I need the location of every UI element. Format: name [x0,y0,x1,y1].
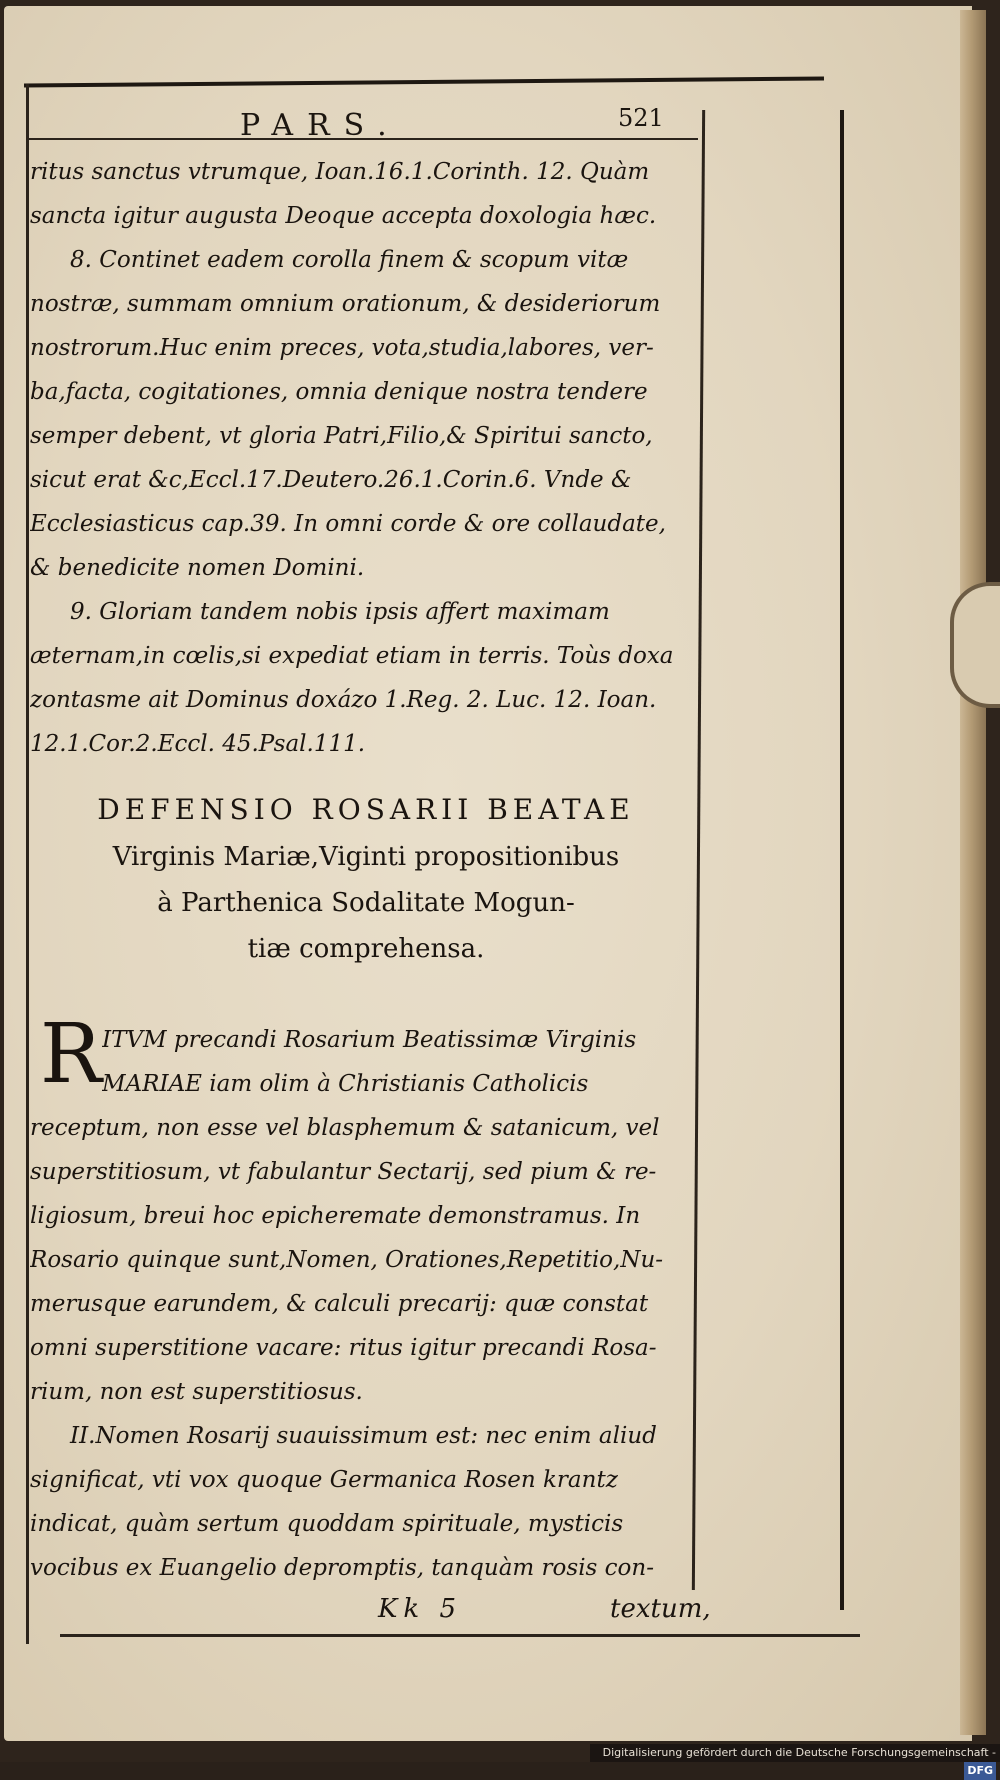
text-line: ITVM precandi Rosarium Beatissimæ Virginis [102,1027,637,1053]
text-line: 9. Gloriam tandem nobis ipsis affert maximam [70,599,610,625]
text-line: sancta igitur augusta Deoque accepta doxologia hæc. [30,203,657,229]
text-line: æternam,in cœlis,si expediat etiam in terris. Toùs doxa [30,643,674,669]
text-line: 8. Continet eadem corolla finem & scopum vitæ [70,247,629,273]
dfg-logo-badge: DFG [964,1762,996,1780]
text-line: ligiosum, breui hoc epicheremate demonstramus. In [30,1203,641,1229]
text-line: vocibus ex Euangelio depromptis, tanquàm rosis con- [30,1555,654,1581]
text-line: II.Nomen Rosarij suauissimum est: nec enim aliud [70,1423,657,1449]
book-clasp [950,582,1000,708]
heading-line: tiæ comprehensa. [247,934,485,964]
heading-line: DEFENSIO ROSARII BEATAE [97,793,635,826]
text-line: superstitiosum, vt fabulantur Sectarij, sed pium & re- [30,1159,657,1185]
top-text-block [30,150,702,766]
frame-rule-left [26,84,29,1644]
text-line: significat, vti vox quoque Germanica Rosen krantz [30,1467,618,1493]
text-line: zontasme ait Dominus doxázo 1.Reg. 2. Luc. 12. Ioan. [30,687,657,713]
dropcap-lines [102,1018,702,1106]
text-line: ritus sanctus vtrumque, Ioan.16.1.Corinth. 12. Quàm [30,159,650,185]
digitization-credit [590,1744,1000,1777]
heading-line: à Parthenica Sodalitate Mogun- [157,888,575,918]
text-line: receptum, non esse vel blasphemum & satanicum, vel [30,1115,660,1141]
drop-capital: R [40,1007,102,1102]
text-line: & benedicite nomen Domini. [30,555,365,581]
frame-rule-right-outer [840,110,844,1610]
section-heading [30,786,702,972]
credit-text: Digitalisierung gefördert durch die Deutsche Forschungsgemeinschaft - [602,1746,996,1759]
text-line: nostrorum.Huc enim preces, vota,studia,labores, ver- [30,335,654,361]
text-line: nostræ, summam omnium orationum, & desideriorum [30,291,661,317]
page-number: 521 [618,104,664,132]
text-line: omni superstitione vacare: ritus igitur precandi Rosa- [30,1335,657,1361]
main-text-block [30,1007,702,1590]
text-line: ba,facta, cogitationes, omnia denique nostra tendere [30,379,648,405]
text-line: Rosario quinque sunt,Nomen, Orationes,Repetitio,Nu- [30,1247,664,1273]
text-line: indicat, quàm sertum quoddam spirituale, mysticis [30,1511,624,1537]
text-line: Ecclesiasticus cap.39. In omni corde & ore collaudate, [30,511,666,537]
frame-rule-bottom [60,1634,860,1637]
text-line: sicut erat &c,Eccl.17.Deutero.26.1.Corin.6. Vnde & [30,467,632,493]
catchword: textum, [610,1594,711,1624]
dropcap-row [30,1007,702,1106]
running-head: PARS. [240,108,401,143]
text-line: semper debent, vt gloria Patri,Filio,& Spiritui sancto, [30,423,653,449]
text-line: merusque earundem, & calculi precarij: quæ constat [30,1291,649,1317]
text-line: 12.1.Cor.2.Eccl. 45.Psal.111. [30,731,366,757]
page-edge [960,10,986,1735]
text-line: rium, non est superstitiosus. [30,1379,363,1405]
heading-line: Virginis Mariæ,Viginti propositionibus [112,842,620,872]
signature-mark: Kk 5 [378,1594,462,1624]
text-line: MARIAE iam olim à Christianis Catholicis [102,1071,589,1097]
